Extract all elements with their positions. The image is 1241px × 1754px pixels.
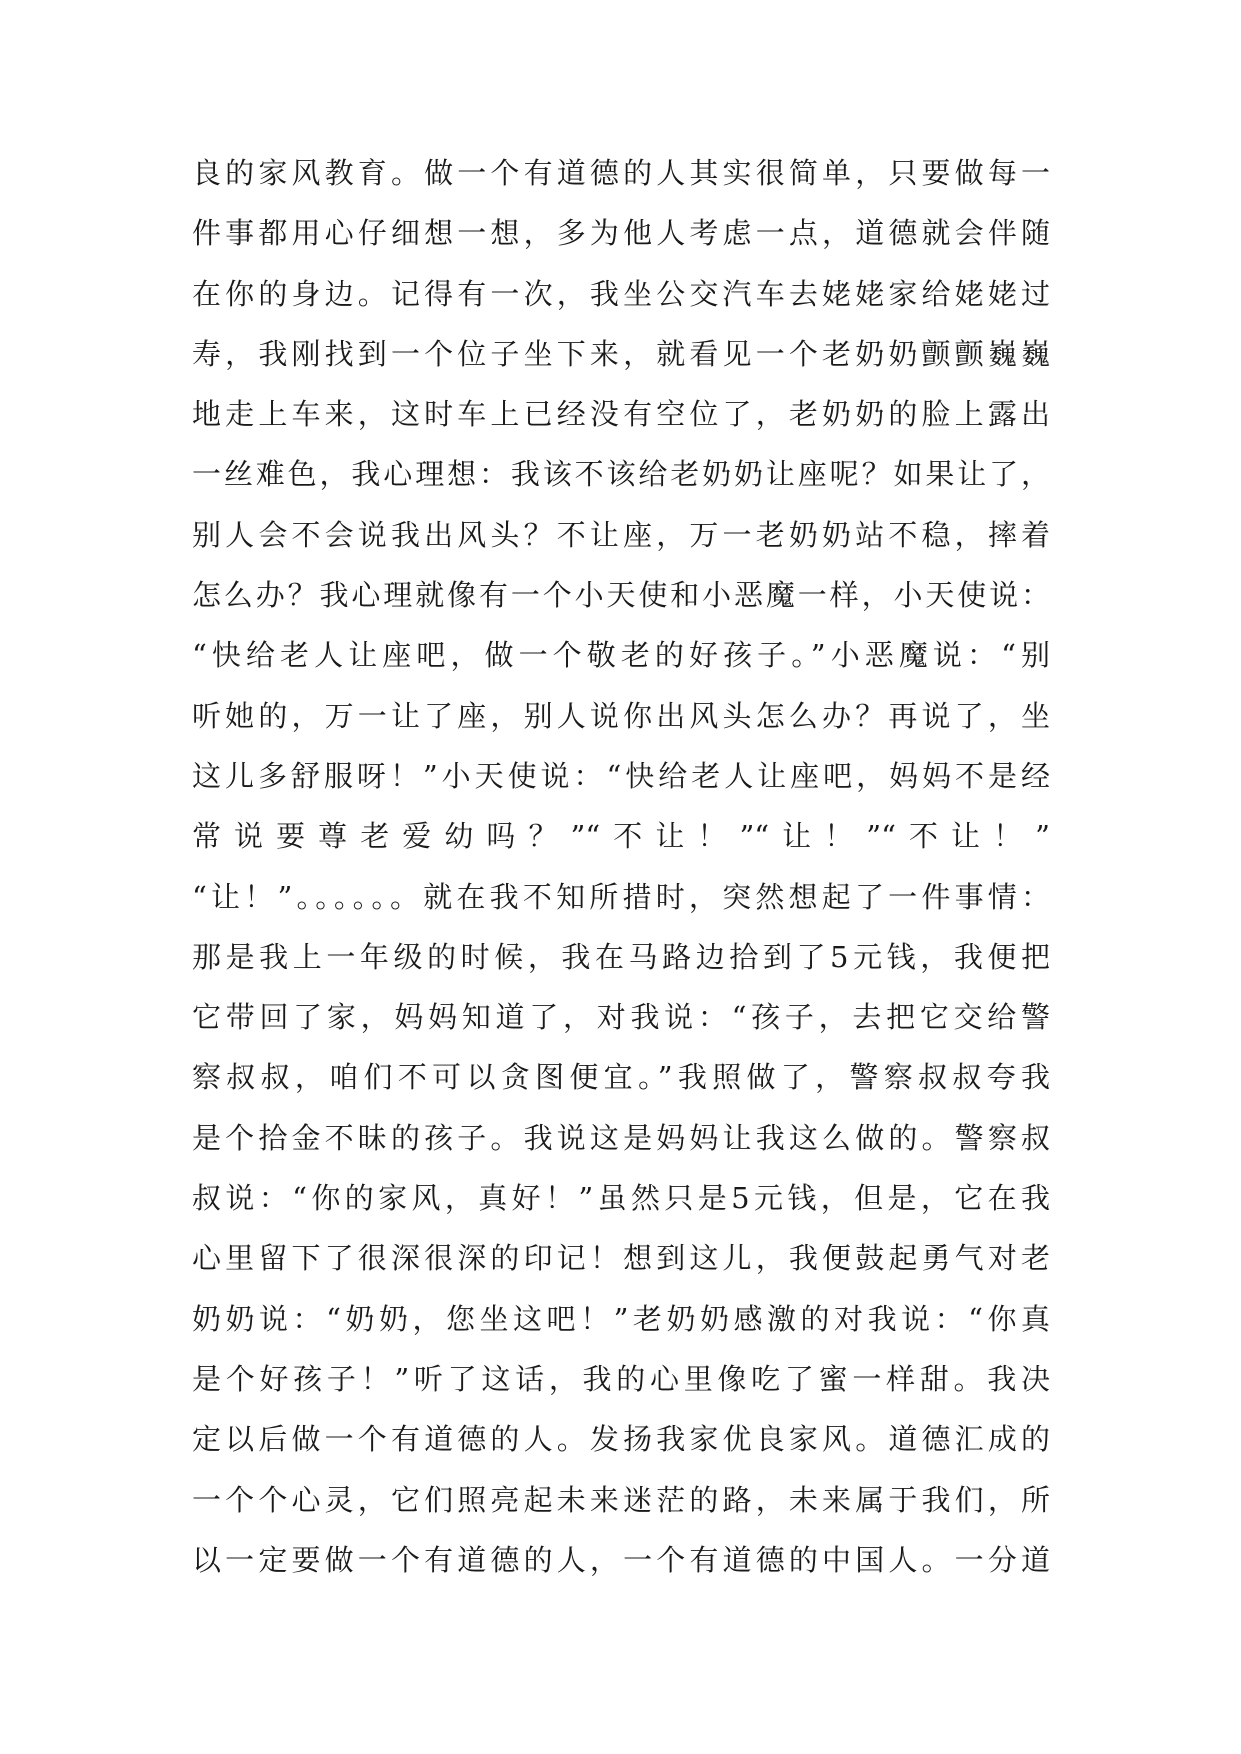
text-line: 是个好孩子！”听了这话，我的心里像吃了蜜一样甜。我决: [192, 1361, 1050, 1396]
text-line: 别人会不会说我出风头？不让座，万一老奶奶站不稳，摔着: [192, 517, 1050, 552]
text-line: 它带回了家，妈妈知道了，对我说：“孩子，去把它交给警: [192, 1000, 1050, 1035]
text-line: 心里留下了很深很深的印记！想到这儿，我便鼓起勇气对老: [192, 1241, 1050, 1276]
text-line: “快给老人让座吧，做一个敬老的好孩子。”小恶魔说：“别: [192, 638, 1050, 673]
text-line: 察叔叔，咱们不可以贪图便宜。”我照做了，警察叔叔夸我: [192, 1060, 1050, 1095]
text-line: 常说要尊老爱幼吗？”“不让！”“让！”“不让！”: [192, 819, 1050, 854]
text-line: 一个个心灵，它们照亮起未来迷茫的路，未来属于我们，所: [192, 1482, 1050, 1517]
text-line: 寿，我刚找到一个位子坐下来，就看见一个老奶奶颤颤巍巍: [192, 336, 1050, 371]
text-line: 以一定要做一个有道德的人，一个有道德的中国人。一分道: [192, 1542, 1050, 1577]
text-line: 叔说：“你的家风，真好！”虽然只是5元钱，但是，它在我: [192, 1181, 1050, 1216]
text-line: 听她的，万一让了座，别人说你出风头怎么办？再说了，坐: [192, 698, 1050, 733]
text-line: 那是我上一年级的时候，我在马路边拾到了5元钱，我便把: [192, 939, 1050, 974]
text-line: 件事都用心仔细想一想，多为他人考虑一点，道德就会伴随: [192, 216, 1050, 251]
text-line: 一丝难色，我心理想：我该不该给老奶奶让座呢？如果让了，: [192, 457, 1050, 492]
body-text: [192, 143, 1050, 1590]
text-line: 定以后做一个有道德的人。发扬我家优良家风。道德汇成的: [192, 1422, 1050, 1457]
text-line: 在你的身边。记得有一次，我坐公交汽车去姥姥家给姥姥过: [192, 276, 1050, 311]
text-line: 良的家风教育。做一个有道德的人其实很简单，只要做每一: [192, 156, 1050, 190]
text-line: 这儿多舒服呀！”小天使说：“快给老人让座吧，妈妈不是经: [192, 758, 1050, 793]
text-line: 奶奶说：“奶奶，您坐这吧！”老奶奶感激的对我说：“你真: [192, 1301, 1050, 1336]
text-line: 是个拾金不昧的孩子。我说这是妈妈让我这么做的。警察叔: [192, 1120, 1050, 1155]
text-line: “让！”。。。。。。就在我不知所措时，突然想起了一件事情：: [192, 879, 1050, 914]
text-line: 怎么办？我心理就像有一个小天使和小恶魔一样，小天使说：: [192, 578, 1050, 613]
text-line: 地走上车来，这时车上已经没有空位了，老奶奶的脸上露出: [192, 397, 1050, 432]
